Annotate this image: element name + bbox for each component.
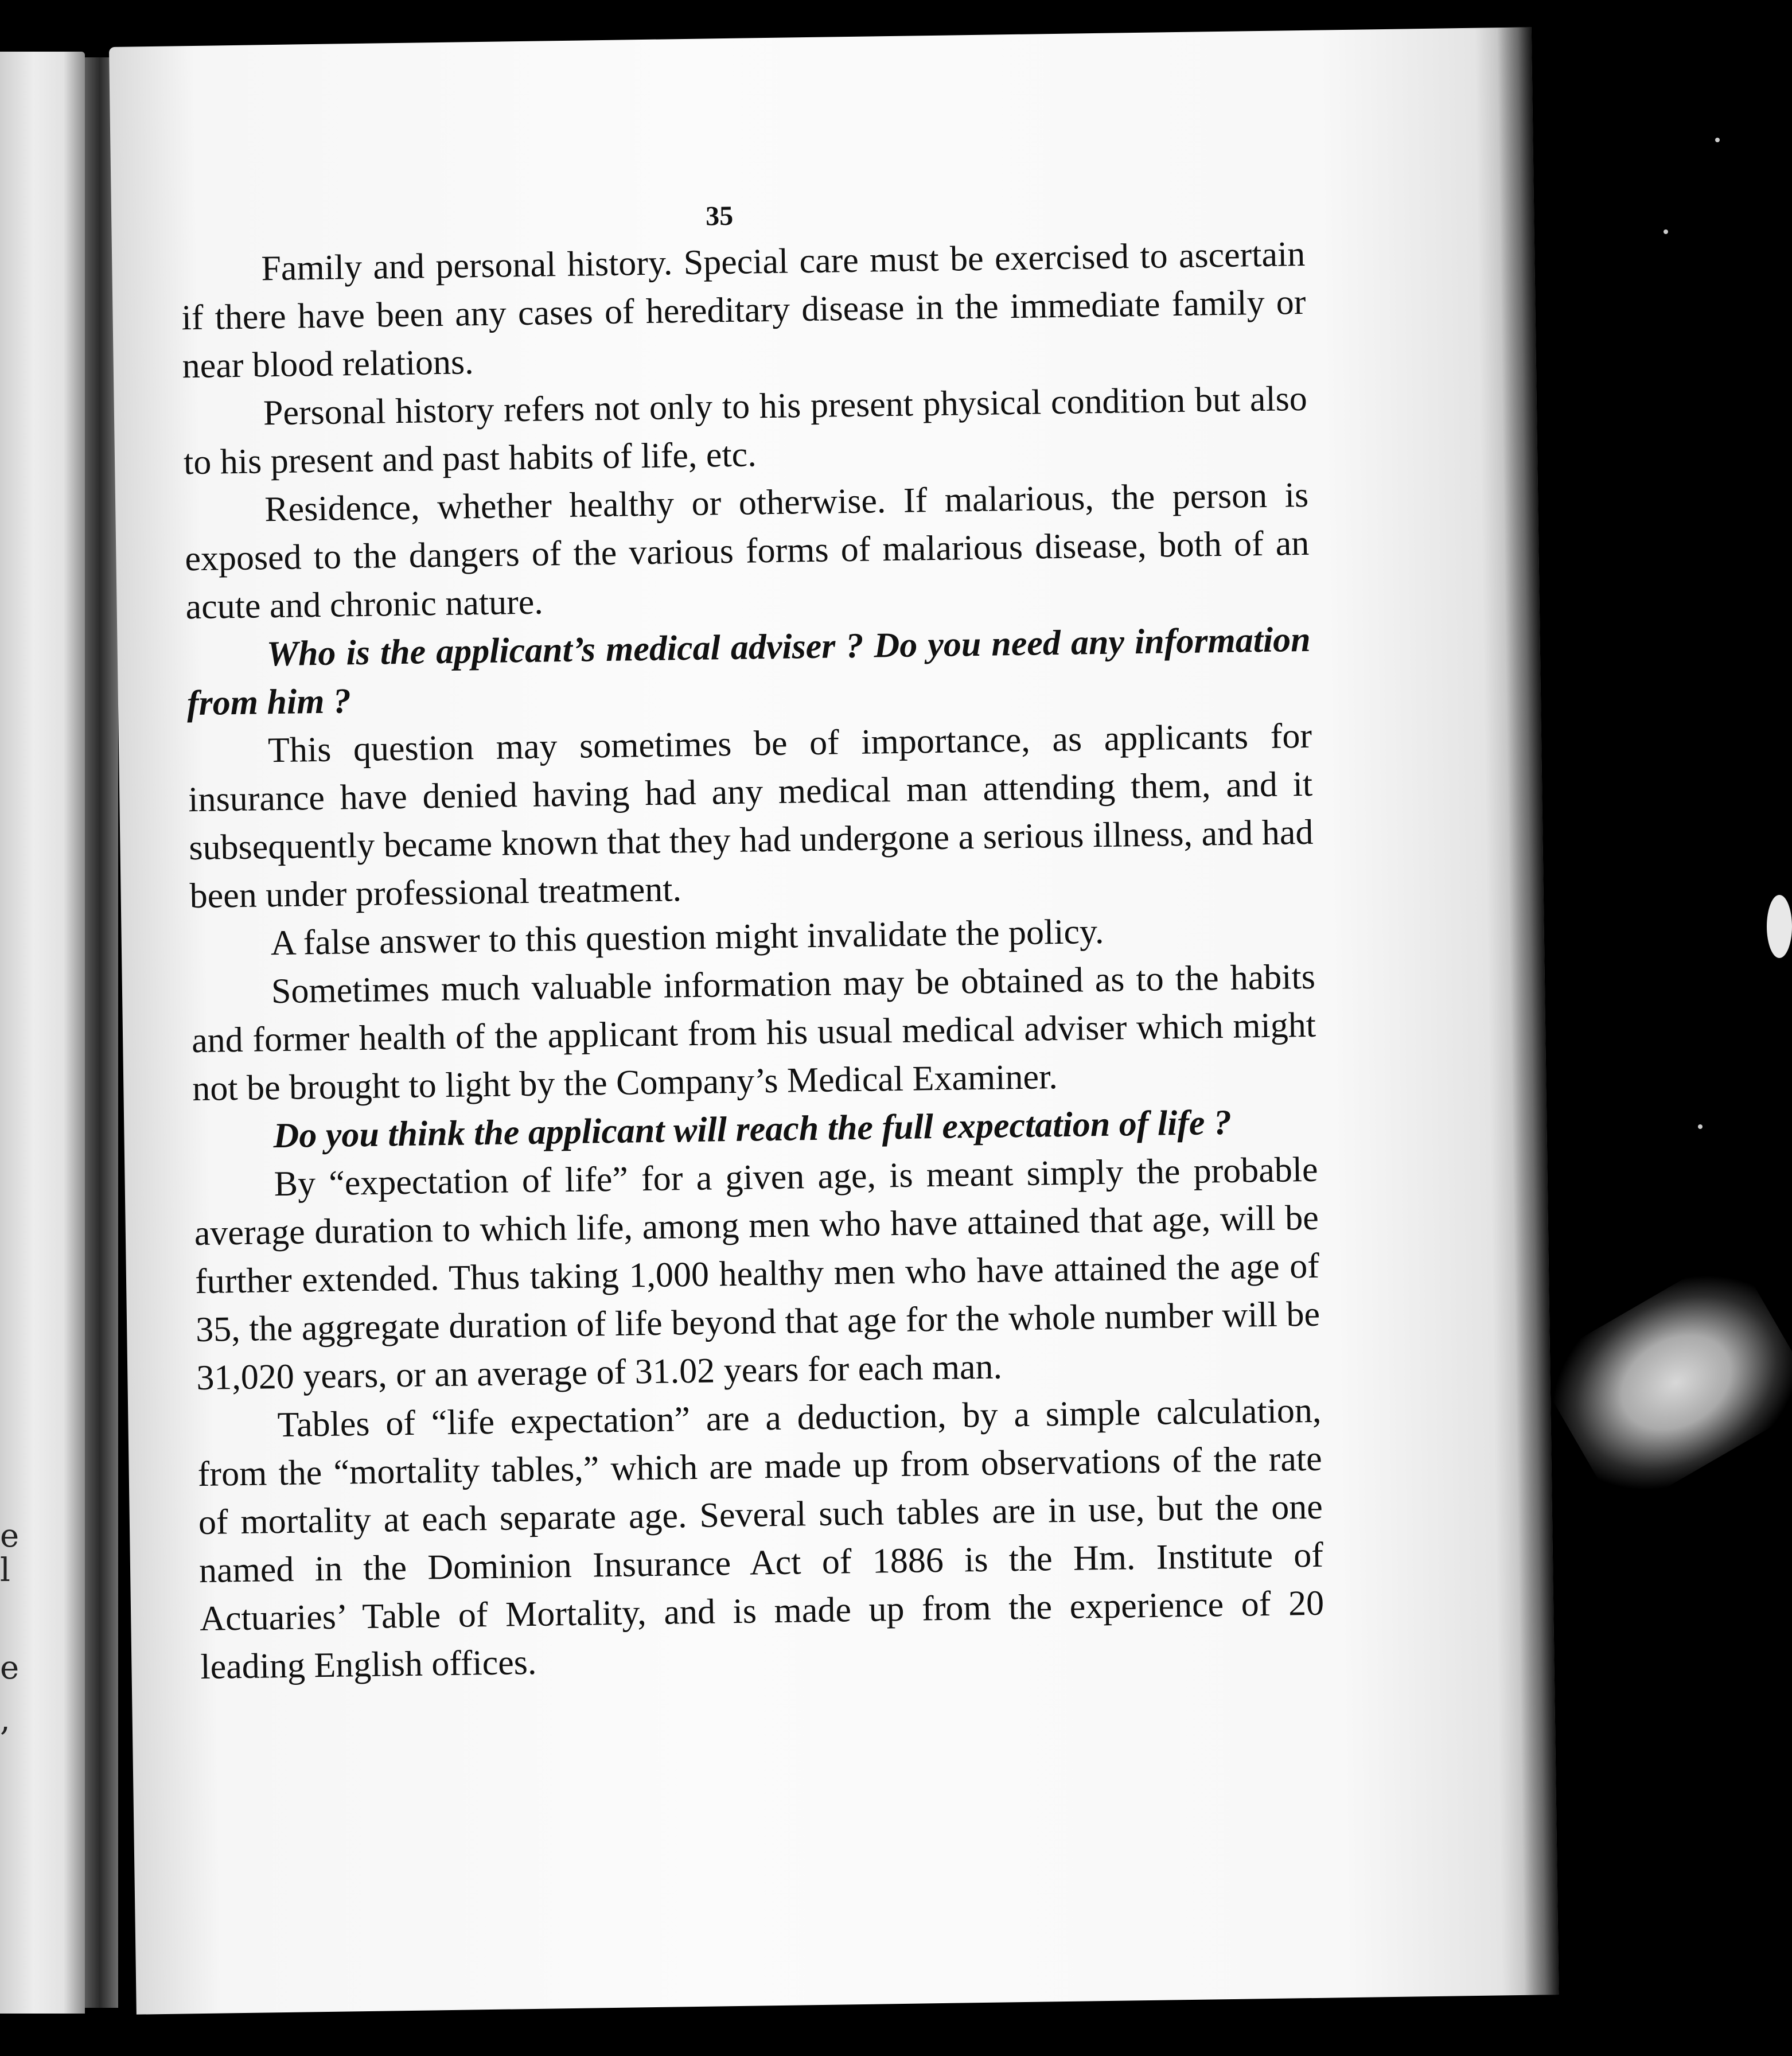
- left-page-fragment: e: [0, 1649, 20, 1687]
- damage-stain: [1533, 1250, 1792, 1515]
- paragraph: By “expectation of life” for a given age, is meant simply the probable average duration to which life, among men who have attained that age, will be further extended. Thus taking 1,000 healthy men who have attained the age of 35, the aggregate duration of life beyond that age for the whole number will be 31,020 years, or an average of 31.02 years for each man.: [194, 1150, 1320, 1398]
- paragraph: Residence, whether healthy or otherwise. If malarious, the person is exposed to the dangers of the various forms of malarious disease, both of an acute and chronic nature.: [184, 475, 1310, 627]
- dust-speck: [1698, 1124, 1703, 1129]
- paragraph: This question may sometimes be of importance, as applicants for insurance have denied having had any medical man attending them, and it subsequently became known that they had undergone a serious illness, and had been under professional treatment.: [188, 716, 1314, 916]
- question-heading: Do you think the applicant will reach the full expectation of life ?: [273, 1103, 1232, 1156]
- question-heading: Who is the applicant’s medical adviser ? Do you need any information from him ?: [186, 620, 1311, 723]
- page-edge-shadow: [1497, 27, 1559, 1995]
- paragraph: Sometimes much valuable information may be obtained as to the habits and former health of the applicant from his usual medical adviser which might not be brought to light by the Company’s Medical Examiner.: [191, 957, 1316, 1109]
- page-text-block: [180, 191, 1325, 1691]
- left-page-edge: [0, 52, 85, 2014]
- page-number: 35: [705, 200, 734, 232]
- left-page-fragment: e: [0, 1517, 20, 1555]
- left-page-fragment: ,: [0, 1701, 10, 1738]
- left-page-fragments: [0, 52, 20, 2014]
- paragraph: Personal history refers not only to his present physical condition but also to his present and past habits of life, etc.: [183, 379, 1308, 482]
- right-page: [109, 27, 1559, 2014]
- paragraph: Tables of “life expectation” are a deduction, by a simple calculation, from the “mortality tables,” which are made up from observations of the rate of mortality at each separate age. Several such tables are in use, but the one named in the Dominion Insurance Act of 1886 is the Hm. Institute of Actuaries’ Table of Mortality, and is made up from the experience of 20 leading English offices.: [197, 1391, 1324, 1687]
- dust-speck: [1715, 138, 1720, 142]
- paragraph: A false answer to this question might invalidate the policy.: [270, 912, 1104, 963]
- paragraph: Family and personal history. Special care must be exercised to ascertain if there have been any cases of hereditary disease in the immediate family or near blood relations.: [181, 234, 1306, 386]
- left-page-fragment: l: [0, 1552, 10, 1589]
- dust-speck: [1664, 229, 1668, 234]
- damage-spot: [1767, 895, 1792, 958]
